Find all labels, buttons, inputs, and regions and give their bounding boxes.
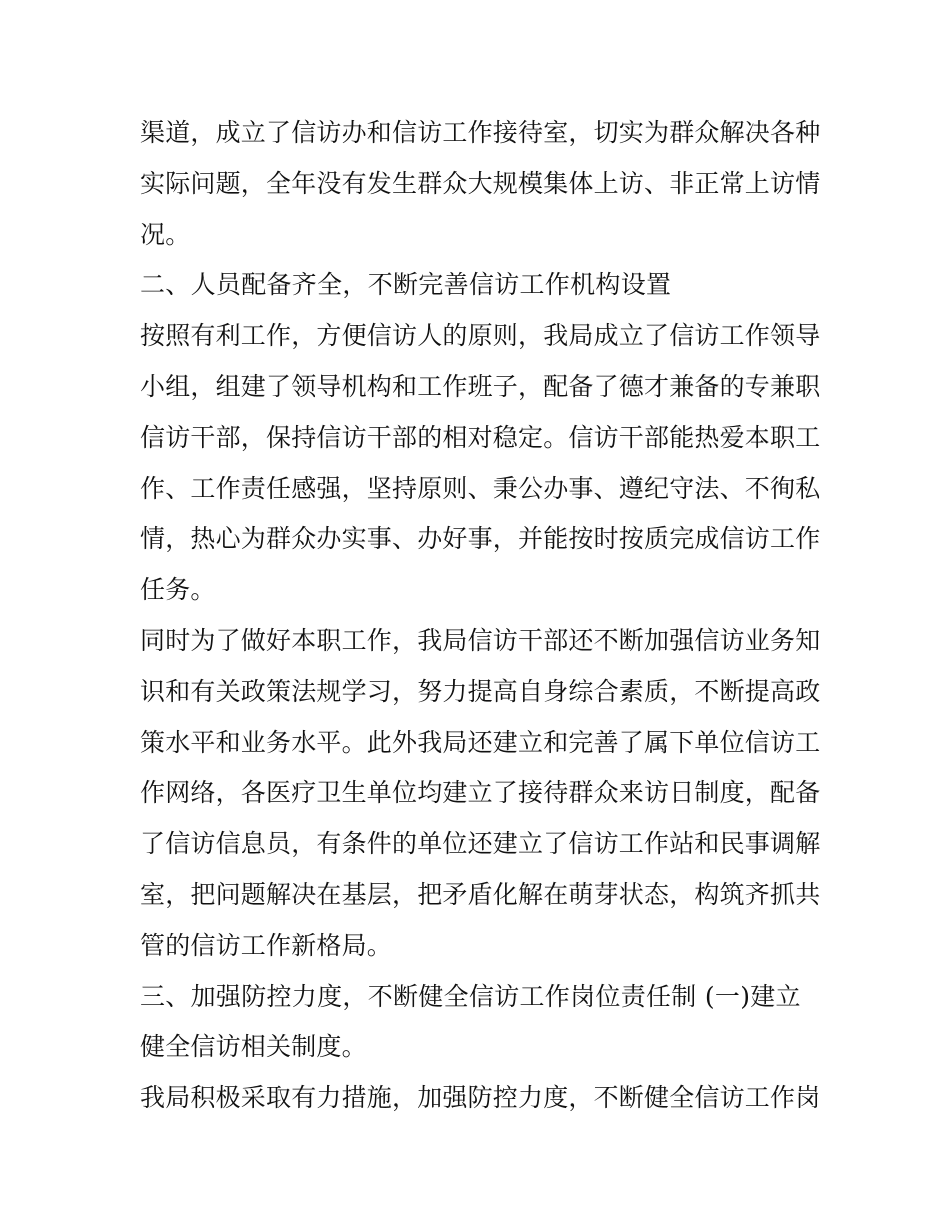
- section-heading-3: 三、加强防控力度，不断健全信访工作岗位责任制 (一)建立: [140, 981, 801, 1011]
- text-line: 况。: [140, 219, 191, 249]
- body-text: [140, 108, 830, 1124]
- text-line: 室，把问题解决在基层，把矛盾化解在萌芽状态，构筑齐抓共: [140, 879, 821, 909]
- text-line: 信访干部，保持信访干部的相对稳定。信访干部能热爱本职工: [140, 422, 821, 452]
- text-line: 管的信访工作新格局。: [140, 930, 393, 960]
- text-line: 作、工作责任感强，坚持原则、秉公办事、遵纪守法、不徇私: [140, 473, 821, 503]
- text-line: 任务。: [140, 575, 216, 605]
- text-line: 情，热心为群众办实事、办好事，并能按时按质完成信访工作: [140, 524, 821, 554]
- text-line: 同时为了做好本职工作，我局信访干部还不断加强信访业务知: [140, 625, 821, 655]
- text-line: 我局积极采取有力措施，加强防控力度，不断健全信访工作岗: [140, 1083, 821, 1113]
- section-heading-2: 二、人员配备齐全，不断完善信访工作机构设置: [140, 270, 672, 300]
- text-line: 识和有关政策法规学习，努力提高自身综合素质，不断提高政: [140, 676, 821, 706]
- text-line: 了信访信息员，有条件的单位还建立了信访工作站和民事调解: [140, 829, 821, 859]
- text-line: 作网络，各医疗卫生单位均建立了接待群众来访日制度，配备: [140, 778, 821, 808]
- text-line: 渠道，成立了信访办和信访工作接待室，切实为群众解决各种: [140, 118, 821, 147]
- text-line: 策水平和业务水平。此外我局还建立和完善了属下单位信访工: [140, 727, 821, 757]
- text-line: 按照有利工作，方便信访人的原则，我局成立了信访工作领导: [140, 321, 821, 351]
- text-line: 健全信访相关制度。: [140, 1032, 367, 1062]
- text-line: 小组，组建了领导机构和工作班子，配备了德才兼备的专兼职: [140, 371, 821, 401]
- text-line: 实际问题，全年没有发生群众大规模集体上访、非正常上访情: [140, 168, 821, 198]
